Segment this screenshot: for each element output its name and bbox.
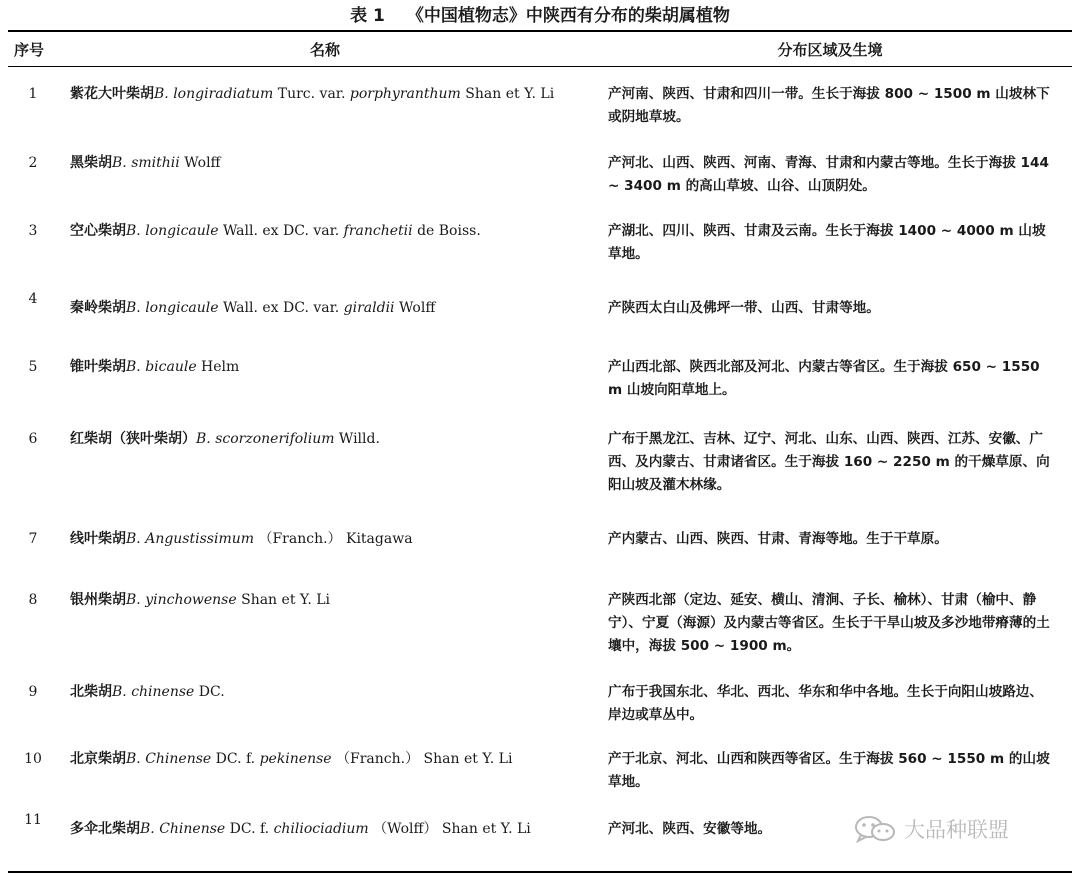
distribution-habitat: 产山西北部、陕西北部及河北、内蒙古等省区。生于海拔 650 ~ 1550 m 山坡向阳草地上。 (608, 359, 1040, 398)
scientific-name-author: Shan et Y. Li (236, 592, 331, 608)
plant-name (70, 681, 590, 703)
scientific-name-author: （Franch.） Shan et Y. Li (331, 751, 513, 767)
row-number: 2 (28, 155, 38, 171)
distribution-text (608, 528, 1056, 551)
scientific-name-author: de Boiss. (412, 223, 481, 239)
plant-name (70, 748, 590, 770)
scientific-name-italic: Chinense (159, 821, 226, 837)
scientific-name-italic: giraldii (343, 300, 395, 316)
table-title: 《中国植物志》中陕西有分布的柴胡属植物 (406, 6, 730, 26)
plant-name (70, 356, 590, 378)
chinese-name: 北柴胡 (70, 684, 112, 700)
distribution-text (608, 356, 1056, 402)
scientific-name-author: Willd. (334, 431, 380, 447)
chinese-name: 紫花大叶柴胡 (70, 86, 154, 102)
distribution-habitat: 产于北京、河北、山西和陕西等省区。生于海拔 560 ~ 1550 m 的山坡草地。 (608, 751, 1050, 790)
distribution-text (608, 681, 1056, 727)
plant-name (70, 428, 590, 450)
row-number: 10 (24, 751, 42, 767)
chinese-name: 北京柴胡 (70, 751, 126, 767)
distribution-habitat: 产内蒙古、山西、陕西、甘肃、青海等地。生于干草原。 (608, 531, 948, 547)
plant-name (70, 589, 590, 611)
scientific-name-italic: chiliociadium (273, 821, 369, 837)
watermark (852, 814, 1009, 844)
row-number: 1 (28, 86, 38, 102)
distribution-text (608, 589, 1056, 658)
chinese-name: 红柴胡（狭叶柴胡） (70, 431, 196, 447)
scientific-name-author: DC. f. (225, 821, 274, 837)
header-distribution: 分布区域及生境 (777, 41, 883, 59)
top-rule (8, 30, 1072, 32)
bottom-rule (8, 871, 1072, 873)
scientific-name-italic: Chinense (145, 751, 212, 767)
distribution-text (608, 748, 1056, 794)
wechat-icon (852, 814, 898, 844)
distribution-text (608, 220, 1056, 266)
scientific-name-author: Helm (196, 359, 240, 375)
chinese-name: 黑柴胡 (70, 155, 112, 171)
scientific-name-italic: B. (126, 751, 146, 767)
distribution-text (608, 152, 1056, 198)
plant-name (70, 528, 590, 550)
header-rule (8, 66, 1072, 67)
distribution-habitat: 产陕西北部（定边、延安、横山、清涧、子长、榆林）、甘肃（榆中、静宁）、宁夏（海源）及内蒙古等省区。生长于干旱山坡及多沙地带瘠薄的土壤中，海拔 500 ~ 1900 m。 (608, 592, 1050, 654)
scientific-name-author: Wall. ex DC. var. (218, 223, 344, 239)
chinese-name: 银州柴胡 (70, 592, 126, 608)
scientific-name-italic: B. (196, 431, 216, 447)
row-number: 11 (24, 812, 42, 828)
plant-name (70, 818, 590, 840)
scientific-name-italic: longicaule (145, 223, 219, 239)
distribution-text (608, 297, 1056, 320)
scientific-name-italic: B. (112, 155, 132, 171)
scientific-name-author: Wall. ex DC. var. (218, 300, 344, 316)
distribution-habitat: 广布于我国东北、华北、西北、华东和华中各地。生长于向阳山坡路边、岸边或草丛中。 (608, 684, 1043, 723)
row-number: 5 (28, 359, 38, 375)
scientific-name-italic: franchetii (343, 223, 413, 239)
scientific-name-author: Wolff (394, 300, 436, 316)
plant-name (70, 152, 590, 174)
scientific-name-author: Turc. var. (273, 86, 350, 102)
scientific-name-italic: smithii (131, 155, 180, 171)
header-name: 名称 (309, 41, 340, 59)
chinese-name: 多伞北柴胡 (70, 821, 140, 837)
scientific-name-author: （Franch.） Kitagawa (254, 531, 413, 547)
scientific-name-author: Shan et Y. Li (460, 86, 555, 102)
distribution-habitat: 产湖北、四川、陕西、甘肃及云南。生长于海拔 1400 ~ 4000 m 山坡草地。 (608, 223, 1046, 262)
scientific-name-italic: B. (126, 223, 146, 239)
scientific-name-italic: B. (126, 531, 146, 547)
scientific-name-author: DC. f. (211, 751, 260, 767)
header-no: 序号 (14, 41, 45, 59)
row-number: 4 (28, 291, 38, 307)
scientific-name-italic: longiradiatum (173, 86, 274, 102)
distribution-habitat: 产河北、山西、陕西、河南、青海、甘肃和内蒙古等地。生长于海拔 144 ~ 3400 m 的高山草坡、山谷、山顶阴处。 (608, 155, 1049, 194)
chinese-name: 秦岭柴胡 (70, 300, 126, 316)
distribution-habitat: 产河南、陕西、甘肃和四川一带。生长于海拔 800 ~ 1500 m 山坡林下或阴地草坡。 (608, 86, 1050, 125)
chinese-name: 锥叶柴胡 (70, 359, 126, 375)
scientific-name-italic: Angustissimum (145, 531, 255, 547)
scientific-name-italic: pekinense (259, 751, 332, 767)
scientific-name-author: （Wolff） Shan et Y. Li (368, 821, 531, 837)
scientific-name-italic: bicaule (145, 359, 197, 375)
scientific-name-italic: B. (112, 684, 132, 700)
plant-name (70, 297, 590, 319)
row-number: 8 (28, 592, 38, 608)
scientific-name-italic: chinense (131, 684, 195, 700)
distribution-text (608, 428, 1056, 497)
scientific-name-author: Wolff (179, 155, 221, 171)
scientific-name-italic: B. (126, 592, 146, 608)
scientific-name-italic: porphyranthum (349, 86, 461, 102)
scientific-name-italic: B. (154, 86, 174, 102)
plant-name (70, 220, 590, 242)
table-caption (0, 3, 1080, 29)
row-number: 3 (28, 223, 38, 239)
row-number: 7 (28, 531, 38, 547)
plant-name (70, 83, 590, 105)
chinese-name: 空心柴胡 (70, 223, 126, 239)
distribution-text (608, 83, 1056, 129)
scientific-name-author: DC. (194, 684, 225, 700)
scientific-name-italic: B. (126, 300, 146, 316)
table-number: 表 1 (350, 6, 385, 26)
row-number: 9 (28, 684, 38, 700)
distribution-habitat: 广布于黑龙江、吉林、辽宁、河北、山东、山西、陕西、江苏、安徽、广西、及内蒙古、甘肃诸省区。生于海拔 160 ~ 2250 m 的干燥草原、向阳山坡及灌木林缘。 (608, 431, 1050, 493)
distribution-habitat: 产陕西太白山及佛坪一带、山西、甘肃等地。 (608, 300, 880, 316)
chinese-name: 线叶柴胡 (70, 531, 126, 547)
scientific-name-italic: longicaule (145, 300, 219, 316)
scientific-name-italic: yinchowense (145, 592, 237, 608)
watermark-text: 大品种联盟 (904, 818, 1009, 842)
scientific-name-italic: B. (126, 359, 146, 375)
scientific-name-italic: scorzonerifolium (215, 431, 335, 447)
scientific-name-italic: B. (140, 821, 160, 837)
row-number: 6 (28, 431, 38, 447)
distribution-habitat: 产河北、陕西、安徽等地。 (608, 821, 772, 837)
